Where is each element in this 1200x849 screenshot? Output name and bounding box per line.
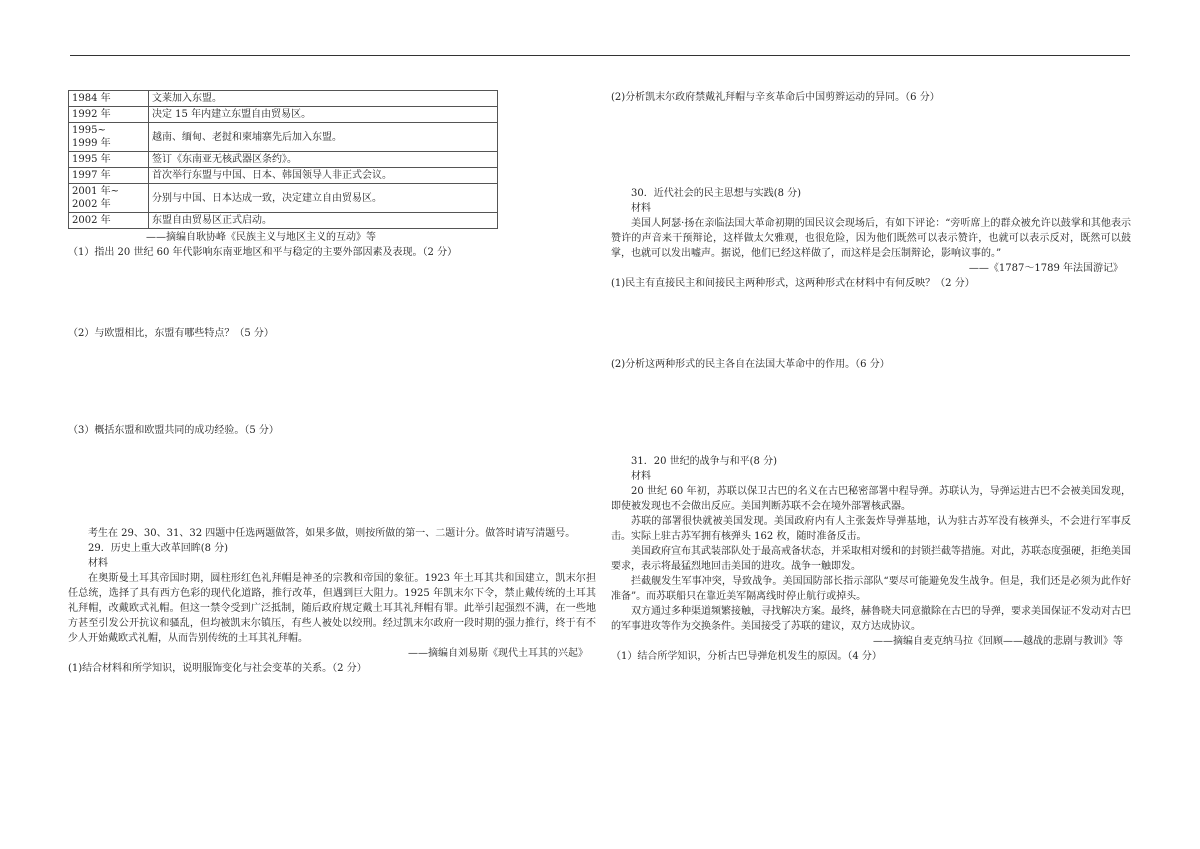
left-column bbox=[68, 90, 596, 676]
year-cell: 2002 年 bbox=[69, 213, 149, 229]
header-rule bbox=[70, 55, 1130, 56]
question-29-1: (1)结合材料和所学知识，说明服饰变化与社会变革的关系。（2 分） bbox=[68, 663, 367, 674]
event-cell: 分别与中国、日本达成一致，决定建立自由贸易区。 bbox=[149, 184, 498, 213]
question-28-1: （1）指出 20 世纪 60 年代影响东南亚地区和平与稳定的主要外部因素及表现。（2 分） bbox=[68, 247, 458, 258]
question-29-source: ——摘编自刘易斯《现代土耳其的兴起》 bbox=[408, 648, 588, 659]
material-paragraph: 20 世纪 60 年初，苏联以保卫古巴的名义在古巴秘密部署中程导弹。苏联认为，导弹运进古巴不会被美国发现，即使被发现也不会做出反应。美国判断苏联不会在境外部署核武器。 bbox=[611, 486, 1131, 512]
question-31-title: 31．20 世纪的战争与和平(8 分) bbox=[631, 456, 777, 467]
year-cell: 1995~ 1999 年 bbox=[69, 123, 149, 152]
question-30-2: (2)分析这两种形式的民主各自在法国大革命中的作用。（6 分） bbox=[611, 359, 890, 370]
question-29-title: 29．历史上重大改革回眸(8 分) bbox=[88, 543, 229, 554]
question-30-1: (1)民主有直接民主和间接民主两种形式，这两种形式在材料中有何反映？（2 分） bbox=[611, 278, 975, 289]
year-cell: 2001 年~ 2002 年 bbox=[69, 184, 149, 213]
question-28-3: （3）概括东盟和欧盟共同的成功经验。（5 分） bbox=[68, 425, 279, 436]
event-cell: 决定 15 年内建立东盟自由贸易区。 bbox=[149, 107, 498, 123]
material-label: 材料 bbox=[631, 471, 651, 482]
event-cell: 文莱加入东盟。 bbox=[149, 91, 498, 107]
event-cell: 签订《东南亚无核武器区条约》。 bbox=[149, 152, 498, 168]
question-28-2: （2）与欧盟相比，东盟有哪些特点？（5 分） bbox=[68, 328, 274, 339]
table-row bbox=[69, 184, 498, 213]
table-row bbox=[69, 91, 498, 107]
event-cell: 首次举行东盟与中国、日本、韩国领导人非正式会议。 bbox=[149, 168, 498, 184]
material-paragraph: 美国政府宣布其武装部队处于最高戒备状态，并采取相对缓和的封锁拦截等措施。对此，苏联态度强硬，拒绝美国要求，表示将最猛烈地回击美国的进攻。战争一触即发。 bbox=[611, 546, 1131, 572]
asean-timeline-table bbox=[68, 90, 498, 229]
year-cell: 1984 年 bbox=[69, 91, 149, 107]
material-label: 材料 bbox=[631, 203, 651, 214]
year-cell: 1995 年 bbox=[69, 152, 149, 168]
material-label: 材料 bbox=[88, 558, 108, 569]
material-paragraph: 双方通过多种渠道频繁接触，寻找解决方案。最终，赫鲁晓夫同意撤除在古巴的导弹，要求美国保证不发动对古巴的军事进攻等作为交换条件。美国接受了苏联的建议，双方达成协议。 bbox=[611, 606, 1131, 632]
event-cell: 越南、缅甸、老挝和柬埔寨先后加入东盟。 bbox=[149, 123, 498, 152]
table-row bbox=[69, 168, 498, 184]
year-cell: 1997 年 bbox=[69, 168, 149, 184]
question-30-material: 美国人阿瑟·扬在亲临法国大革命初期的国民议会现场后，有如下评论：“旁听席上的群众被允许以鼓掌和其他表示赞许的声音来干预辩论，这样做太欠雅观，也很危险，因为他们既然可以表示赞许，也就可以表示反对，既然可以鼓掌，也就可以发出嘘声。据说，他们已经这样做了，而这样是会压制辩论，影响议事的。” bbox=[611, 218, 1131, 259]
material-paragraph: 苏联的部署很快就被美国发现。美国政府内有人主张轰炸导弹基地，认为驻古苏军没有核弹头，不会进行军事反击。实际上驻古苏军拥有核弹头 162 枚，随时准备反击。 bbox=[611, 516, 1131, 542]
question-29-2: (2)分析凯末尔政府禁戴礼拜帽与辛亥革命后中国剪辫运动的异同。（6 分） bbox=[611, 92, 940, 103]
question-30-source: ——《1787～1789 年法国游记》 bbox=[968, 263, 1123, 274]
event-cell: 东盟自由贸易区正式启动。 bbox=[149, 213, 498, 229]
question-31-source: ——摘编自麦克纳马拉《回顾——越战的悲剧与教训》等 bbox=[873, 636, 1123, 647]
question-29-material: 在奥斯曼土耳其帝国时期，圆柱形红色礼拜帽是神圣的宗教和帝国的象征。1923 年土耳其共和国建立，凯末尔担任总统，选择了具有西方色彩的现代化道路，推行改革，但遇到巨大阻力。1925 年凯末尔下令，禁止戴传统的土耳其礼拜帽，改戴欧式礼帽。但这一禁令受到广泛抵制，随后政府规定戴土耳其礼拜帽有罪。此举引起强烈不满，在一些地方甚至引发公开抗议和骚乱，但均被凯末尔镇压，有些人被处以绞刑。经过凯末尔政府一段时期的强力推行，终于有不少人开始戴欧式礼帽，从而告别传统的土耳其礼拜帽。 bbox=[68, 573, 596, 644]
table-row bbox=[69, 152, 498, 168]
table-row bbox=[69, 107, 498, 123]
question-30-title: 30．近代社会的民主思想与实践(8 分) bbox=[631, 188, 802, 199]
material-paragraph: 拦截舰发生军事冲突，导致战争。美国国防部长指示部队“要尽可能避免发生战争。但是，我们还是必须为此作好准备”。而苏联船只在靠近美军隔离线时停止航行或掉头。 bbox=[611, 576, 1131, 602]
question-31-1: （1）结合所学知识，分析古巴导弹危机发生的原因。（4 分） bbox=[611, 651, 882, 662]
table-row bbox=[69, 123, 498, 152]
table-source: ——摘编自耿协峰《民族主义与地区主义的互动》等 bbox=[146, 232, 376, 243]
year-cell: 1992 年 bbox=[69, 107, 149, 123]
right-column bbox=[611, 90, 1131, 664]
table-row bbox=[69, 213, 498, 229]
answer-instruction: 考生在 29、30、31、32 四题中任选两题做答，如果多做，则按所做的第一、二题计分。做答时请写清题号。 bbox=[88, 528, 576, 539]
